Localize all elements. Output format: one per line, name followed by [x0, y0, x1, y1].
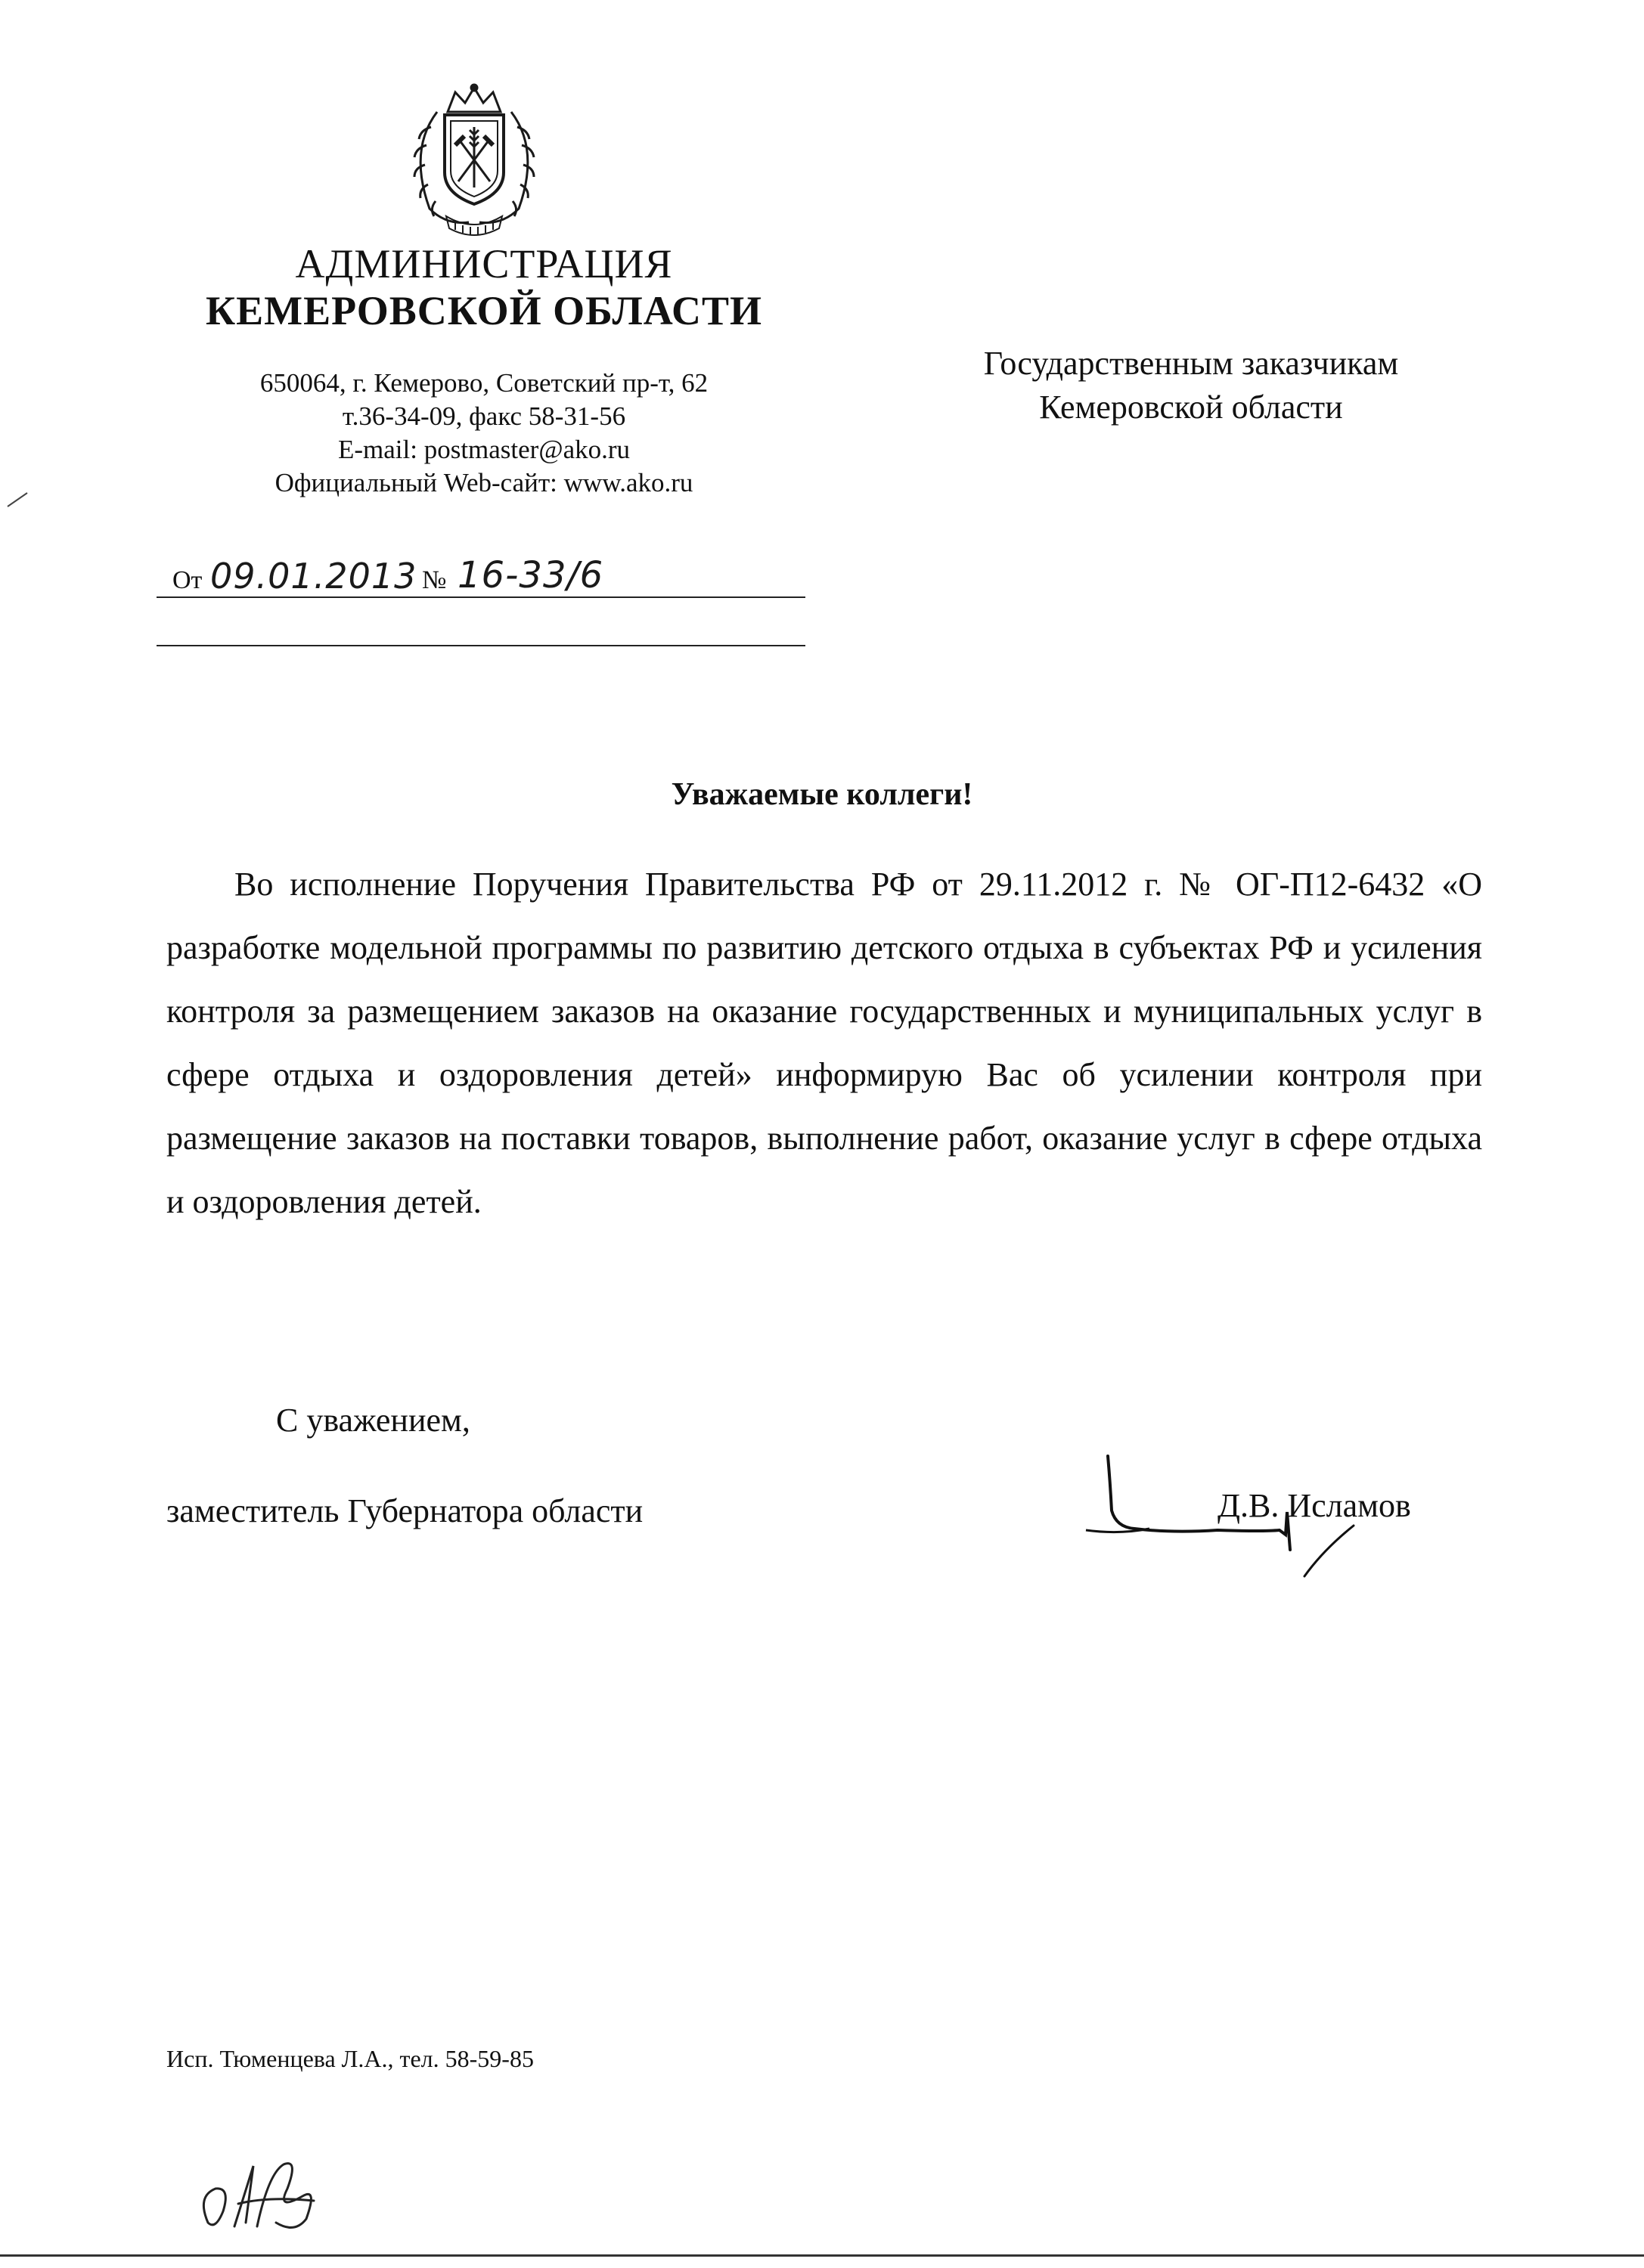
letterhead-contacts	[166, 367, 802, 500]
email-text: E-mail: postmaster@ako.ru	[337, 435, 631, 464]
registration-from-label: От	[172, 566, 203, 594]
registration-second-line	[157, 645, 805, 646]
agency-name-line2: КЕМЕРОВСКОЙ ОБЛАСТИ	[205, 288, 763, 333]
addressee-line1: Государственным заказчикам	[983, 345, 1399, 382]
coat-of-arms-icon	[393, 82, 556, 240]
registration-number: 16-33/6	[458, 554, 604, 596]
closing-text: С уважением,	[276, 1402, 470, 1439]
signer-name: Д.В. Исламов	[1217, 1487, 1411, 1524]
handwritten-signature	[1081, 1452, 1361, 1591]
phone-text: т.36-34-09, факс 58-31-56	[342, 401, 626, 431]
signer-position: заместитель Губернатора области	[166, 1492, 644, 1529]
letter-body: Во исполнение Поручения Правительства РФ от 29.11.2012 г. № ОГ-П12-6432 «О разработке модельной программы по развитию детского отдыха в субъектах РФ и усиления контроля за размещением заказов на оказание государственных и муниципальных услуг в сфере отдыха и оздоровления детей» информирую Вас об усилении контроля при размещение заказов на поставки товаров, выполнение работ, оказание услуг в сфере отдыха и оздоровления детей.	[166, 866, 1482, 1220]
registration-date: 09.01.2013	[210, 556, 417, 596]
greeting: Уважаемые коллеги!	[671, 777, 973, 812]
agency-name-line1: АДМИНИСТРАЦИЯ	[295, 241, 673, 287]
registration-number-label: №	[422, 566, 447, 594]
registration-underline	[157, 596, 805, 598]
handwritten-initials	[193, 2151, 329, 2238]
addressee-line2: Кемеровской области	[1039, 389, 1343, 426]
address-text: 650064, г. Кемерово, Советский пр-т, 62	[259, 368, 709, 398]
scan-bottom-edge	[0, 2254, 1644, 2257]
scan-margin-mark	[6, 490, 29, 509]
executor-info: Исп. Тюменцева Л.А., тел. 58-59-85	[166, 2045, 534, 2072]
addressee-block	[889, 342, 1494, 429]
website-text: Официальный Web-сайт: www.ako.ru	[275, 468, 693, 497]
